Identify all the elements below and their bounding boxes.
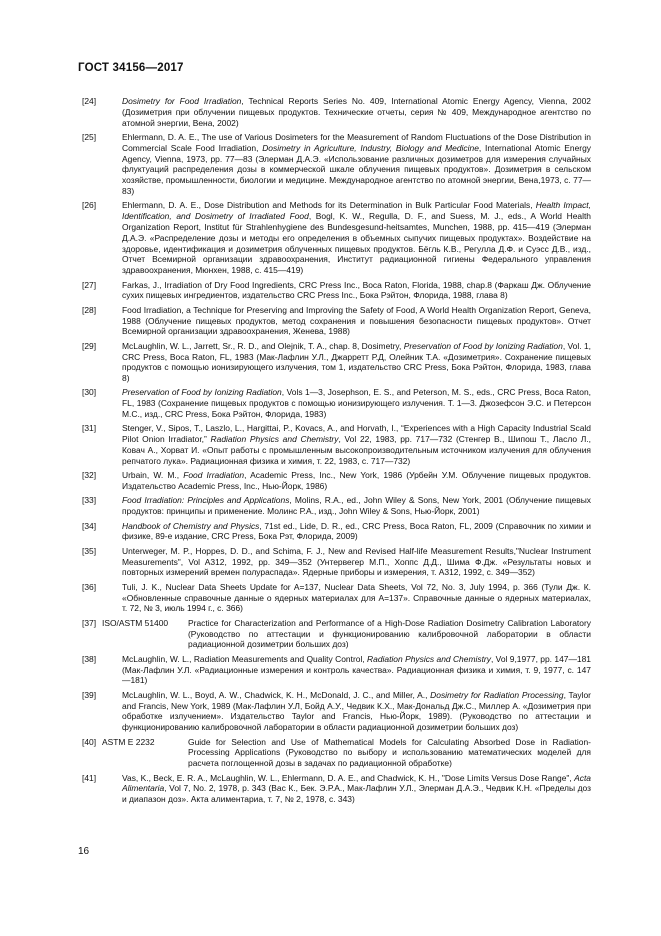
reference-text: , Molins, R.A., ed., John Wiley & Sons, New York, 2001 (Облучение пищевых продуктов: принципы и применение. Молинс Р.А., изд., John Wiley & Sons, Нью-Йорк, 2001) — [122, 495, 592, 517]
reference-number: [32] — [82, 470, 97, 481]
reference-item — [82, 387, 591, 419]
reference-number: [36] — [82, 581, 97, 592]
reference-text: , Academic Press, Inc., New York, 1986 (Урбейн У.М. Облучение пищевых продуктов. Издательство Academic Press, Inc., Нью-Йорк, 1986) — [122, 470, 591, 492]
reference-item — [82, 280, 591, 302]
page-number: 16 — [78, 846, 90, 857]
reference-title-italic: Food Irradiation — [183, 470, 245, 481]
reference-item — [82, 773, 591, 805]
reference-title-italic: Food Irradiation: Principles and Applications — [122, 495, 290, 506]
reference-text: , Technical Reports Series No. 409, International Atomic Energy Agency, Vienna, 2002 (Дозиметрия при облучении пищевых продуктов. Технические отчеты, серия № 409, Международное агентство по атомной энергии, Вена, 2002) — [122, 96, 591, 128]
reference-item — [82, 582, 591, 614]
reference-number: [33] — [82, 495, 97, 506]
reference-text: Guide for Selection and Use of Mathematical Models for Calculating Absorbed Dose in Radiation-Processing Applications (Руководство по выбору и использованию математических моделей для расчета поглощенной дозы в задачах по радиационной обработке) — [188, 736, 591, 769]
reference-text: , Vol. 1, CRC Press, Boca Raton, FL, 1983 (Мак-Лафлин У.Л., Джарретт Р.Д, Олейник Т.А. «Дозиметрия». Сохранение пищевых продуктов с помощью ионизирующего излучения, том 1, издательство CRC Press, Бока Рэйтон, Флорида, 1983, глава 8) — [122, 340, 591, 384]
reference-item — [82, 521, 591, 543]
reference-text: , Vol 7, No. 2, 1978, p. 343 (Вас К., Бек. Э.Р.А., Мак-Лафлин У.Л., Элерман Д.А.Э., Чедвик К.Н. «Пределы доз и диапазон доз». Акта алиментариа, т. 7, № 2, 1978, с. 343) — [122, 783, 591, 805]
reference-number: [29] — [82, 340, 97, 351]
reference-item — [82, 546, 591, 578]
reference-number: [30] — [82, 387, 97, 398]
reference-text: Food Irradiation, a Technique for Preserving and Improving the Safety of Food, A World Health Organization Report, Geneva, 1988 (Облучение пищевых продуктов, метод сохранения и повышения безопасности пищевых продуктов». Отчет Всемирной организации здравоохранения, Женева, 1988) — [122, 304, 591, 337]
reference-text: Unterweger, M. P., Hoppes, D. D., and Schima, F. J., New and Revised Half-life Measurement Results,"Nuclear Instrument Measurements", Vol A312, 1992, pp. 349—352 (Унтервегер М.П., Хоппс Д.Д., Шима Ф.Дж. «Результаты новых и повторных измерений времен полураспада». Ядерные приборы и измерения, т. А312, 1992, с. 349—352) — [122, 545, 591, 578]
reference-number: [34] — [82, 520, 97, 531]
reference-number: [31] — [82, 423, 97, 434]
reference-title-italic: Preservation of Food by Ionizing Radiation — [403, 340, 563, 351]
reference-number: [27] — [82, 279, 97, 290]
reference-text: McLaughlin, W. L., Jarrett, Sr., R. D., and Olejnik, T. A., chap. 8, Dosimetry, — [122, 340, 404, 351]
reference-title-italic: Preservation of Food by Ionizing Radiation — [122, 387, 282, 398]
reference-item — [82, 690, 591, 733]
reference-text: McLaughlin, W. L., Radiation Measurements and Quality Control, — [122, 653, 368, 664]
reference-item — [82, 200, 591, 276]
reference-title-italic: Dosimetry for Radiation Processing — [430, 689, 564, 700]
reference-text: , Vol 22, 1983, pp. 717—732 (Стенгер В., Шипош Т., Ласло Л., Ковач А., Хорват И. «Опыт работы с промышленным высокопроизводительным источником излучения для облучения репчатого лука». Радиационная физика и химия, т. 22, 1983, с. 717—732) — [122, 434, 591, 466]
reference-text: , Taylor and Francis, New York, 1989 (Мак-Лафлин У.Л, Бойд А.У., Чедвик К.Х., Мак-Дональд Дж.С., Миллер А. «Дозиметрия при обработке излучением». Издательство Taylor and Francis, Нью-Йорк, 1989). (Руководство по аттестации и функционированию калибровочной лаборатории в области радиационной дозиметрии больших доз) — [122, 689, 591, 733]
reference-item — [82, 341, 591, 384]
reference-item — [82, 737, 591, 769]
reference-title-italic: Dosimetry for Food Irradiation — [122, 96, 242, 106]
reference-number: [41] — [82, 772, 97, 783]
standard-code: ISO/ASTM 51400 — [102, 617, 169, 628]
reference-text: , International Atomic Energy Agency, Vienna, 1973, pp. 77—83 (Элерман Д.А.Э. «Использование различных дозиметров для измерения случайных флуктуаций распределения дозы в коммерческой шкале облучения пищевых продуктов». Дозиметрия в сельском хозяйстве, промышленности, биологии и медицине. Международное агентство по атомной энергии, Вена,1973, с. 77—83) — [122, 142, 591, 196]
reference-number: [35] — [82, 545, 97, 556]
reference-text: , 71st ed., Lide, D. R., ed., CRC Press, Boca Raton, FL, 2009 (Справочник по химии и физике, 89-е издание, CRC Press, Бока Рэт, Флорида, 2009) — [122, 520, 591, 542]
reference-number: [28] — [82, 304, 97, 315]
reference-title-italic: Dosimetry in Agriculture, Industry, Biology and Medicine — [262, 142, 479, 153]
reference-number: [40] — [82, 736, 97, 747]
reference-number: [24] — [82, 96, 97, 106]
reference-item — [82, 305, 591, 337]
reference-number: [39] — [82, 689, 97, 700]
reference-title-italic: Radiation Physics and Chemistry — [367, 653, 491, 664]
reference-text: , Vols 1—3, Josephson, E. S., and Peterson, M. S., eds., CRC Press, Boca Raton, FL, 1983 (Сохранение пищевых продуктов с помощью ионизирующего излучения. Т. 1—3. Джозефсон Э.С. и Петерсон М.С., изд., CRC Press, Бока Рэйтон, Флорида, 1983) — [122, 387, 591, 420]
reference-title-italic: Acta Alimentaria — [122, 772, 591, 794]
reference-text: Stenger, V., Sipos, T., Laszlo, L., Hargittai, P., Kovacs, A., and Horvath, I., “Experiences with a High Capacity Industrial Scald Pilot Onion Irradiator,” — [122, 423, 591, 445]
reference-text: McLaughlin, W. L., Boyd, A. W., Chadwick, K. H., McDonald, J. C., and Miller, A., — [122, 689, 431, 700]
reference-item — [82, 495, 591, 517]
standard-code: ASTM E 2232 — [102, 736, 155, 747]
reference-item — [82, 96, 591, 128]
reference-item — [82, 470, 591, 492]
reference-item — [82, 618, 591, 650]
reference-title-italic: Health Impact, Identification, and Dosimetry of Irradiated Food — [122, 200, 591, 222]
reference-number: [38] — [82, 653, 97, 664]
reference-text: , Bogl, K. W., Regulla, D. F., and Suess, M. J., eds., A World Health Organization Report, Institut für Strahlenhygiene des Bundesgesund-heitsamtes, Munchen, 1988, pp. 415—419 (Элерман Д.А.Э. «Распределение дозы и методы его определения в объемных сыпучих пищевых продуктах». Воздействие на здоровье, идентификация и дозиметрия облученных пищевых продуктов. Бёгль К.В., Регулла Д.Ф. и Суэсс Д.В., изд., Отчет Всемирной организации здравоохранения, Институт радиационной гигиены Федерального управления здравоохранения, Мюнхен, 1988, с. 415—419) — [122, 211, 592, 276]
reference-text: Ehlermann, D. A. E., The use of Various Dosimeters for the Measurement of Random Fluctuations of the Dose Distribution in Commercial Scale Food Irradiation, — [122, 131, 591, 153]
reference-text: Tuli, J. K., Nuclear Data Sheets Update for A=137, Nuclear Data Sheets, Vol 72, No. 3, July 1994, p. 366 (Тули Дж. К. «Обновленные справочные данные о ядерных материалах для A=137». Справочные данные о ядерных материалах, т. 72, № 3, июль 1994 г., с. 366) — [122, 581, 591, 614]
reference-number: [26] — [82, 200, 97, 211]
reference-text: Ehlermann, D. A. E., Dose Distribution and Methods for its Determination in Bulk Particular Food Materials, — [122, 200, 536, 211]
reference-title-italic: Handbook of Chemistry and Physics — [122, 520, 260, 531]
reference-list — [82, 96, 591, 809]
standard-header: ГОСТ 34156—2017 — [78, 62, 184, 74]
reference-number: [25] — [82, 131, 97, 142]
reference-number: [37] — [82, 617, 97, 628]
reference-item — [82, 423, 591, 466]
reference-item — [82, 132, 591, 197]
reference-text: Practice for Characterization and Performance of a High-Dose Radiation Dosimetry Calibration Laboratory (Руководство по аттестации и функционированию калибровочной лаборатории в области радиационной дозиметрии больших доз) — [188, 617, 591, 650]
reference-item — [82, 654, 591, 686]
reference-text: Farkas, J., Irradiation of Dry Food Ingredients, CRC Press Inc., Boca Raton, Florida, 1988, chap.8 (Фаркаш Дж. Облучение сухих пищевых ингредиентов, издательство CRC Press Inc., Бока Рэйтон, Флорида, 1988, глава 8) — [122, 279, 591, 301]
reference-text: , Vol 9,1977, pp. 147—181 (Мак-Лафлин У.Л. «Радиационные измерения и контроль качества». Радиационная физика и химия, т. 9, 1977, с. 147—181) — [122, 653, 591, 686]
reference-title-italic: Radiation Physics and Chemistry — [210, 434, 339, 445]
reference-text: Urbain, W. M., — [122, 470, 184, 481]
reference-text: Vas, K., Beck, E. R. A., McLaughlin, W. L., Ehlermann, D. A. E., and Chadwick, K. H., "Dose Limits Versus Dose Range", — [122, 772, 575, 783]
